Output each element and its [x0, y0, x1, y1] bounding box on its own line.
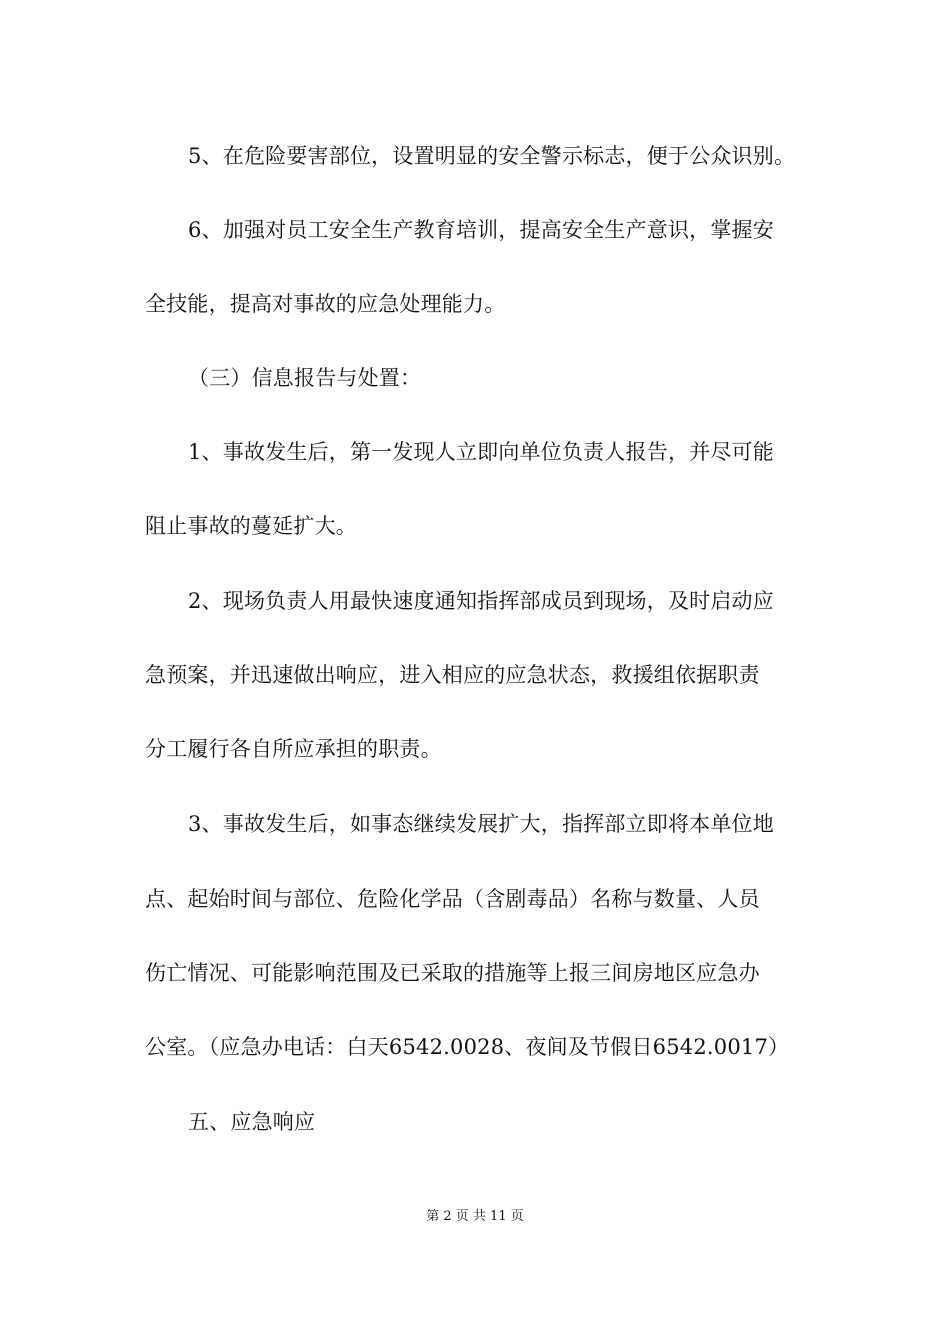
paragraph-3-line-1: 3、事故发生后，如事态继续发展扩大，指挥部立即将本单位地 — [188, 812, 774, 836]
paragraph-6-line-2: 全技能，提高对事故的应急处理能力。 — [145, 292, 506, 316]
paragraph-1-line-2: 阻止事故的蔓延扩大。 — [145, 514, 357, 538]
page-number-footer: 第 2 页 共 11 页 — [426, 1209, 524, 1224]
paragraph-3-line-2: 点、起始时间与部位、危险化学品（含剧毒品）名称与数量、人员 — [145, 887, 760, 911]
paragraph-2-line-3: 分工履行各自所应承担的职责。 — [145, 737, 442, 761]
paragraph-5-line-1: 5、在危险要害部位，设置明显的安全警示标志，便于公众识别。 — [188, 144, 796, 168]
paragraph-2-line-1: 2、现场负责人用最快速度通知指挥部成员到现场，及时启动应 — [188, 589, 774, 613]
section-heading-info-report: （三）信息报告与处置： — [188, 366, 422, 390]
paragraph-2-line-2: 急预案，并迅速做出响应，进入相应的应急状态，救援组依据职责 — [145, 663, 760, 687]
paragraph-1-line-1: 1、事故发生后，第一发现人立即向单位负责人报告，并尽可能 — [188, 440, 774, 464]
paragraph-3-line-4: 公室。（应急办电话：白天6542.0028、夜间及节假日6542.0017） — [145, 1035, 790, 1059]
paragraph-6-line-1: 6、加强对员工安全生产教育培训，提高安全生产意识，掌握安 — [188, 218, 774, 242]
paragraph-3-line-3: 伤亡情况、可能影响范围及已采取的措施等上报三间房地区应急办 — [145, 961, 760, 985]
section-heading-emergency-response: 五、应急响应 — [188, 1110, 316, 1134]
